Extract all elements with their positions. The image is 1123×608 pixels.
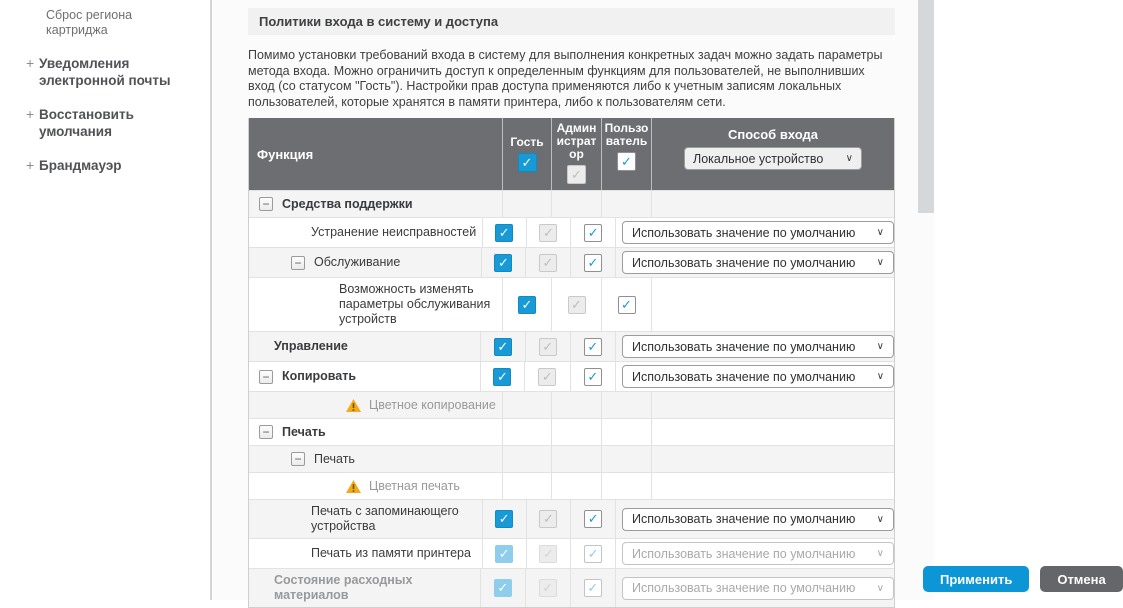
guest-checkbox[interactable]: ✓ xyxy=(494,254,512,272)
administrator-checkbox: ✓ xyxy=(539,545,557,563)
guest-cell xyxy=(503,191,552,217)
sidebar-item-restore-defaults[interactable] xyxy=(26,106,211,140)
table-row xyxy=(249,445,894,472)
administrator-cell xyxy=(552,473,602,499)
collapse-toggle-icon[interactable]: − xyxy=(291,452,305,466)
method-cell xyxy=(652,278,894,331)
method-cell xyxy=(616,569,894,607)
administrator-cell xyxy=(552,446,602,472)
guest-checkbox[interactable]: ✓ xyxy=(495,510,513,528)
method-cell xyxy=(652,419,894,445)
intro-text: Помимо установки требований входа в систему для выполнения конкретных задач можно задать параметры метода входа. Можно ограничить доступ к определенным функциям для пользователей, не выполнивших вход (со статусом "Гость"). Настройки прав доступа применяются либо к учетным записям локальных пользователей, которые хранятся в памяти принтера, либо к пользователям сети. xyxy=(248,48,883,109)
sign-in-method-dropdown[interactable] xyxy=(684,147,862,170)
chevron-down-icon: ∨ xyxy=(876,341,884,352)
administrator-cell xyxy=(527,539,572,568)
warning-icon xyxy=(346,399,361,412)
collapse-toggle-icon[interactable]: − xyxy=(291,256,305,270)
user-column-checkbox[interactable]: ✓ xyxy=(617,152,636,171)
administrator-cell xyxy=(527,218,572,247)
function-label: Копировать xyxy=(282,369,357,383)
dropdown-value: Использовать значение по умолчанию xyxy=(632,225,856,240)
sidebar-item-cartridge-region-reset[interactable]: Сброс региона картриджа xyxy=(46,8,133,37)
method-cell xyxy=(652,191,894,217)
page-title: Политики входа в систему и доступа xyxy=(248,8,895,35)
scrollbar[interactable] xyxy=(918,0,934,213)
column-header-sign-in-method xyxy=(652,118,894,190)
guest-cell xyxy=(483,218,527,247)
apply-button[interactable]: Применить xyxy=(923,566,1029,592)
administrator-checkbox: ✓ xyxy=(539,579,557,597)
table-row xyxy=(249,331,894,361)
guest-cell xyxy=(482,248,526,277)
table-row xyxy=(249,499,894,538)
user-checkbox[interactable]: ✓ xyxy=(584,368,602,386)
dropdown-value: Использовать значение по умолчанию xyxy=(632,339,856,354)
function-cell xyxy=(249,569,481,607)
user-cell xyxy=(571,248,616,277)
user-cell xyxy=(602,392,652,418)
user-checkbox: ✓ xyxy=(584,545,602,563)
dropdown-value: Использовать значение по умолчанию xyxy=(632,546,856,561)
table-row xyxy=(249,217,894,247)
function-label: Обслуживание xyxy=(314,255,401,269)
method-cell xyxy=(616,248,894,277)
table-row xyxy=(249,247,894,277)
user-checkbox[interactable]: ✓ xyxy=(584,510,602,528)
guest-cell xyxy=(483,500,527,538)
chevron-down-icon: ∨ xyxy=(876,257,884,268)
administrator-cell xyxy=(552,392,602,418)
table-header xyxy=(249,118,894,190)
cancel-button[interactable]: Отмена xyxy=(1040,566,1122,592)
function-cell xyxy=(249,218,483,247)
function-cell xyxy=(249,392,503,418)
row-method-dropdown xyxy=(622,577,894,600)
column-header-function: Функция xyxy=(249,118,503,190)
user-checkbox[interactable]: ✓ xyxy=(584,338,602,356)
table-row xyxy=(249,361,894,391)
dropdown-value: Локальное устройство xyxy=(693,151,824,166)
function-label: Средства поддержки xyxy=(282,196,413,211)
table-row xyxy=(249,472,894,499)
guest-cell xyxy=(481,332,525,361)
function-label: Печать xyxy=(314,451,355,466)
collapse-toggle-icon[interactable]: − xyxy=(259,370,273,384)
user-checkbox[interactable]: ✓ xyxy=(584,224,602,242)
guest-checkbox[interactable]: ✓ xyxy=(494,338,512,356)
table-row xyxy=(249,568,894,607)
guest-cell xyxy=(483,539,527,568)
function-cell xyxy=(249,362,481,391)
table-row xyxy=(249,277,894,331)
sidebar-item-label: Брандмауэр xyxy=(39,158,122,173)
warning-icon xyxy=(346,399,361,412)
expand-plus-icon: + xyxy=(26,55,35,71)
column-header-administrator xyxy=(552,118,602,190)
collapse-toggle-icon[interactable]: − xyxy=(259,425,273,439)
column-header-label: Пользователь xyxy=(604,121,649,148)
dropdown-value: Использовать значение по умолчанию xyxy=(632,255,856,270)
function-label: Печать из памяти принтера xyxy=(311,546,471,560)
sidebar-item-email-alerts[interactable] xyxy=(26,55,211,89)
column-header-user xyxy=(602,118,652,190)
user-cell xyxy=(571,500,616,538)
administrator-cell xyxy=(527,500,572,538)
administrator-cell xyxy=(526,248,571,277)
user-checkbox: ✓ xyxy=(584,579,602,597)
administrator-cell xyxy=(525,362,570,391)
table-row xyxy=(249,538,894,568)
expand-plus-icon: + xyxy=(26,106,35,122)
method-cell xyxy=(616,362,894,391)
guest-cell xyxy=(481,569,525,607)
chevron-down-icon: ∨ xyxy=(876,371,885,382)
chevron-down-icon: ∨ xyxy=(876,582,884,594)
user-cell xyxy=(602,446,652,472)
user-checkbox[interactable]: ✓ xyxy=(618,296,636,314)
warning-icon xyxy=(346,480,361,493)
warning-icon xyxy=(346,480,361,493)
guest-cell xyxy=(503,392,552,418)
function-label: Управление xyxy=(274,339,348,353)
action-bar xyxy=(923,566,1123,592)
chevron-down-icon: ∨ xyxy=(845,153,853,164)
method-cell xyxy=(652,473,894,499)
function-cell xyxy=(249,446,503,472)
user-checkbox[interactable]: ✓ xyxy=(584,254,602,272)
sidebar-divider xyxy=(210,0,212,600)
administrator-cell xyxy=(526,332,571,361)
function-cell xyxy=(249,191,503,217)
main-panel xyxy=(213,0,1106,602)
sidebar-item-firewall[interactable] xyxy=(26,157,211,174)
method-cell xyxy=(616,539,894,568)
function-label: Устранение неисправностей xyxy=(311,225,477,239)
guest-cell xyxy=(503,278,552,331)
administrator-cell xyxy=(552,419,602,445)
function-label: Состояние расходных материалов xyxy=(274,573,413,602)
sidebar-item-label: Уведомления электронной почты xyxy=(39,56,171,88)
guest-checkbox[interactable]: ✓ xyxy=(493,368,511,386)
guest-checkbox: ✓ xyxy=(494,579,512,597)
administrator-checkbox: ✓ xyxy=(538,368,556,386)
guest-cell xyxy=(503,419,552,445)
table-body xyxy=(249,190,894,607)
dropdown-value: Использовать значение по умолчанию xyxy=(632,512,856,526)
user-cell xyxy=(571,539,616,568)
sidebar-item-label: Восстановить умолчания xyxy=(39,107,134,139)
function-cell xyxy=(249,473,503,499)
method-cell xyxy=(616,218,894,247)
administrator-checkbox: ✓ xyxy=(539,510,557,528)
administrator-checkbox: ✓ xyxy=(539,254,557,272)
access-policies-table xyxy=(248,118,895,608)
function-cell xyxy=(249,248,482,277)
chevron-down-icon: ∨ xyxy=(876,513,884,525)
user-cell xyxy=(602,191,652,217)
row-method-dropdown[interactable] xyxy=(622,365,894,388)
dropdown-value: Использовать значение по умолчанию xyxy=(632,581,856,595)
function-cell xyxy=(249,539,483,568)
administrator-column-checkbox: ✓ xyxy=(567,165,586,184)
method-cell xyxy=(616,500,894,538)
collapse-toggle-icon[interactable]: − xyxy=(259,197,273,211)
table-row xyxy=(249,391,894,418)
guest-checkbox[interactable]: ✓ xyxy=(518,296,536,314)
function-label: Печать xyxy=(282,424,326,439)
row-method-dropdown xyxy=(622,542,894,565)
function-label: Печать с запоминающего устройства xyxy=(311,504,459,533)
user-cell xyxy=(602,473,652,499)
user-cell xyxy=(571,332,616,361)
function-label: Цветное копирование xyxy=(369,397,496,412)
guest-cell xyxy=(503,446,552,472)
row-method-dropdown[interactable] xyxy=(622,251,894,274)
user-cell xyxy=(602,278,652,331)
administrator-cell xyxy=(552,191,602,217)
administrator-checkbox: ✓ xyxy=(539,224,557,242)
user-cell xyxy=(571,569,616,607)
administrator-cell xyxy=(552,278,602,331)
function-cell xyxy=(249,278,503,331)
method-cell xyxy=(652,392,894,418)
guest-checkbox: ✓ xyxy=(495,545,513,563)
function-cell xyxy=(249,419,503,445)
row-method-dropdown[interactable] xyxy=(622,508,894,531)
function-label: Цветная печать xyxy=(369,478,460,493)
table-row xyxy=(249,418,894,445)
function-cell xyxy=(249,500,483,538)
column-header-label: Способ входа xyxy=(728,127,818,142)
guest-column-checkbox[interactable]: ✓ xyxy=(518,153,537,172)
dropdown-value: Использовать значение по умолчанию xyxy=(632,369,856,384)
row-method-dropdown[interactable] xyxy=(622,335,894,358)
guest-checkbox[interactable]: ✓ xyxy=(495,224,513,242)
sidebar xyxy=(0,0,211,600)
method-cell xyxy=(616,332,894,361)
row-method-dropdown[interactable] xyxy=(622,221,894,244)
column-header-guest xyxy=(503,118,552,190)
content xyxy=(248,8,895,608)
expand-plus-icon: + xyxy=(26,157,35,173)
column-header-label: Администратор xyxy=(556,121,597,161)
administrator-checkbox: ✓ xyxy=(539,338,557,356)
user-cell xyxy=(571,218,616,247)
administrator-checkbox: ✓ xyxy=(568,296,586,314)
function-cell xyxy=(249,332,481,361)
administrator-cell xyxy=(526,569,571,607)
guest-cell xyxy=(503,473,552,499)
table-row xyxy=(249,190,894,217)
guest-cell xyxy=(481,362,526,391)
method-cell xyxy=(652,446,894,472)
function-label: Возможность изменять параметры обслуживания устройств xyxy=(339,282,491,326)
user-cell xyxy=(571,362,616,391)
chevron-down-icon: ∨ xyxy=(876,227,884,238)
user-cell xyxy=(602,419,652,445)
chevron-down-icon: ∨ xyxy=(876,548,884,559)
column-header-label: Гость xyxy=(510,135,544,149)
